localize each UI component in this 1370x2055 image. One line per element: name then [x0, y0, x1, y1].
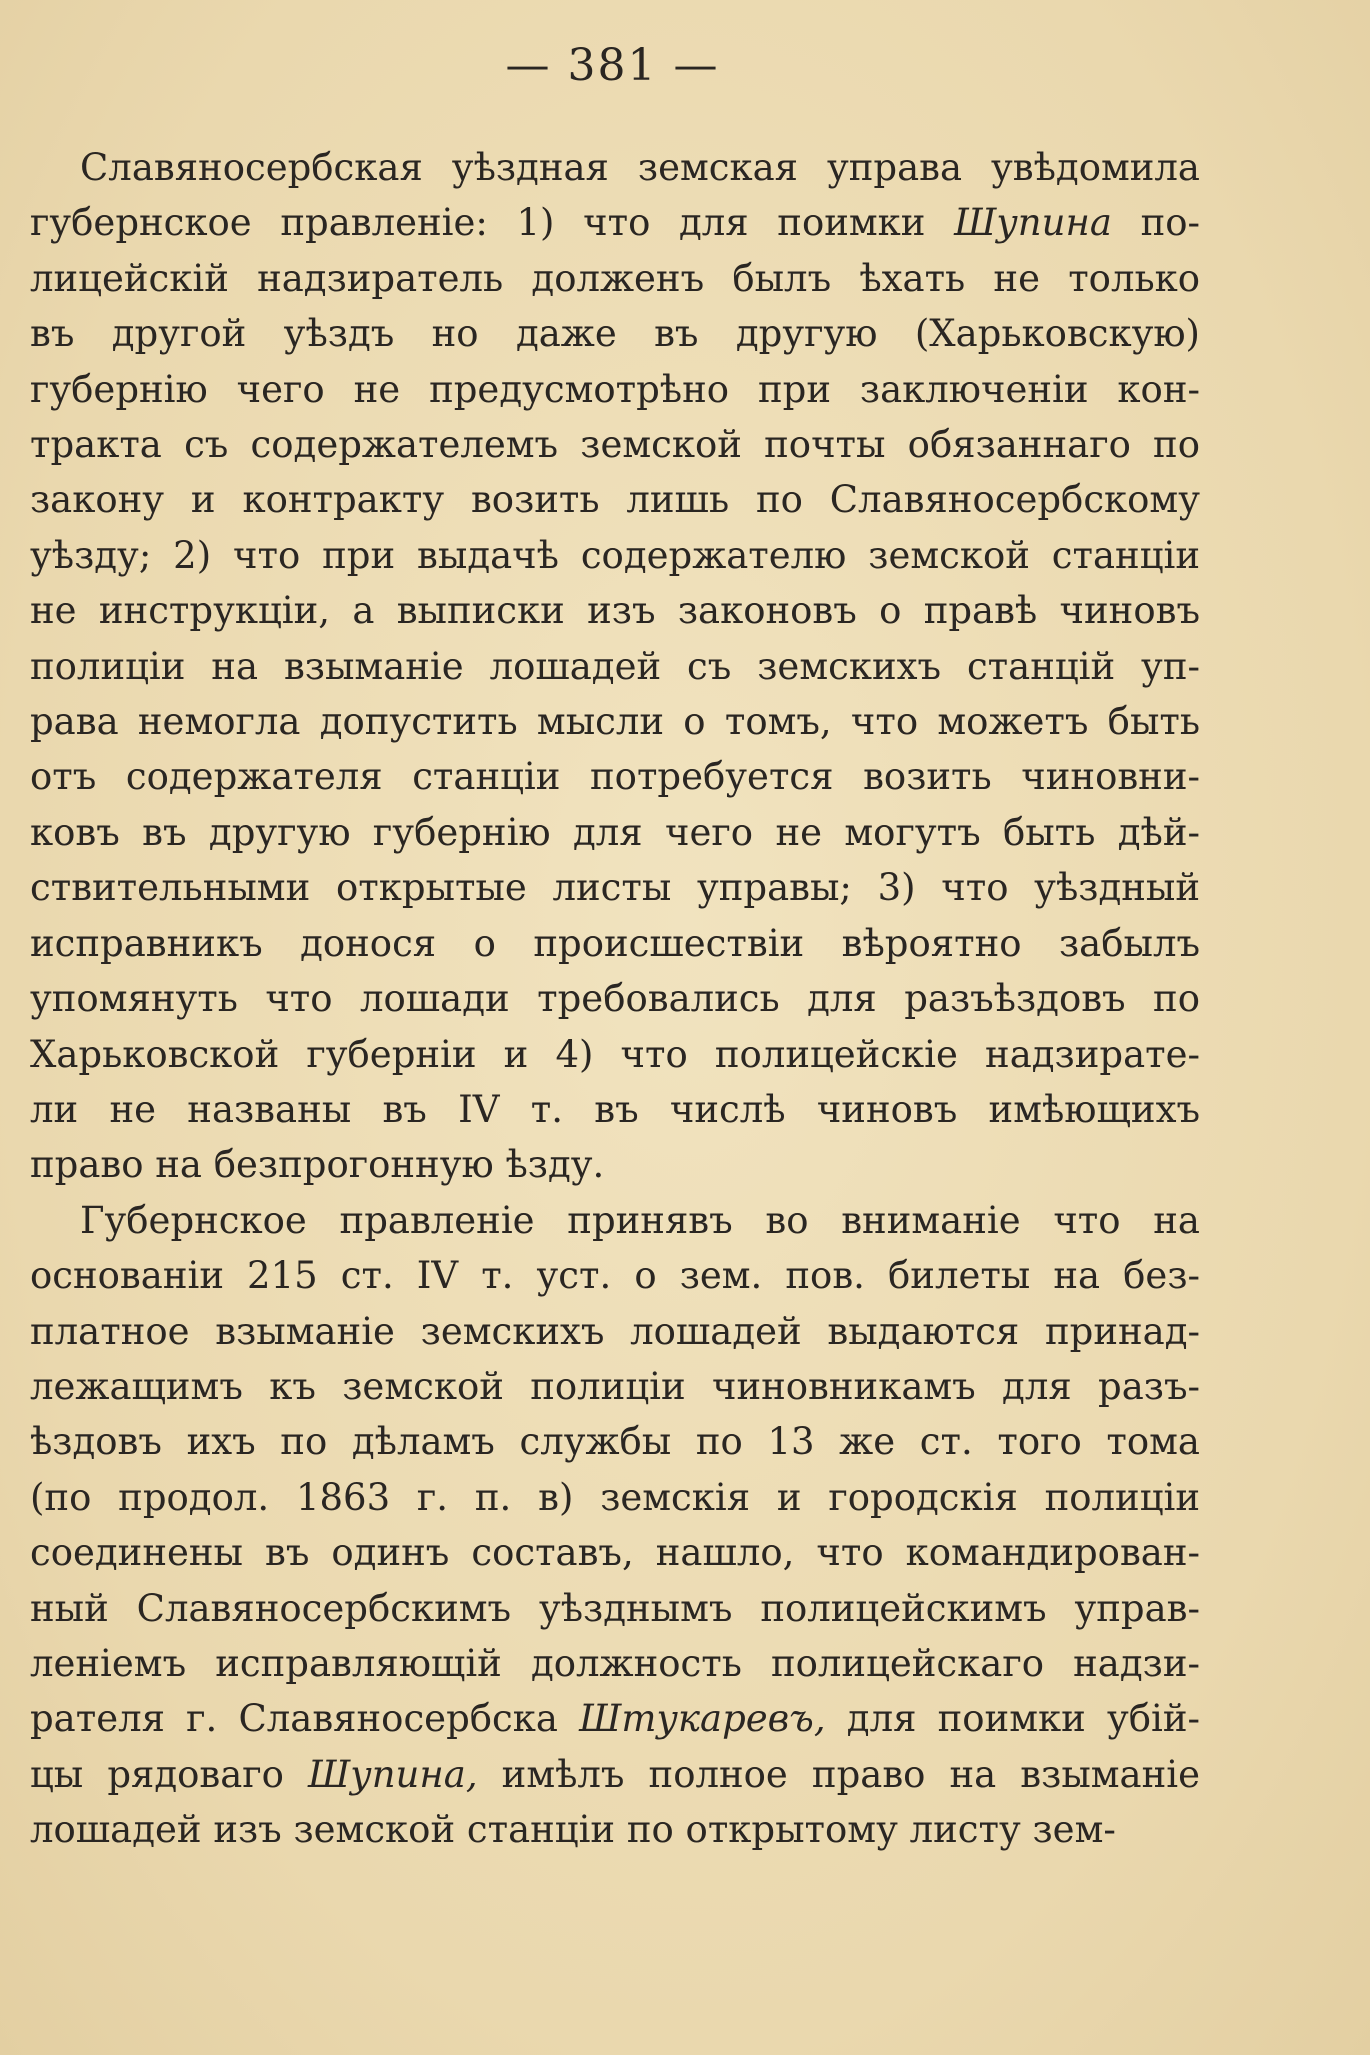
text-line — [30, 1414, 1200, 1469]
text-segment: закону и контракту возить лишь по Славяносербскому — [30, 478, 1200, 522]
text-line — [30, 1636, 1200, 1691]
text-segment: губернію чего не предусмотрѣно при заключеніи кон- — [30, 367, 1200, 411]
text-segment: цы рядоваго — [30, 1752, 309, 1796]
text-segment: лошадей изъ земской станціи по открытому листу зем- — [30, 1808, 1116, 1852]
text-line — [30, 251, 1200, 306]
text-line — [30, 694, 1200, 749]
text-line — [30, 1304, 1200, 1359]
text-segment: право на безпрогонную ѣзду. — [30, 1143, 605, 1187]
text-line — [30, 1137, 1200, 1192]
text-line — [30, 306, 1200, 361]
text-line — [30, 1359, 1200, 1414]
text-segment: платное взыманіе земскихъ лошадей выдаются принад- — [30, 1309, 1200, 1353]
text-segment: упомянуть что лошади требовались для разъѣздовъ по — [30, 977, 1200, 1021]
text-segment: леніемъ исправляющій должность полицейскаго надзи- — [30, 1641, 1200, 1685]
text-line — [30, 1027, 1200, 1082]
body-text — [30, 140, 1200, 1858]
text-segment: ный Славяносербскимъ уѣзднымъ полицейскимъ управ- — [30, 1586, 1200, 1630]
text-segment: ѣздовъ ихъ по дѣламъ службы по 13 же ст. того тома — [30, 1420, 1200, 1464]
text-line — [30, 1802, 1200, 1857]
text-segment: для поимки убій- — [825, 1697, 1200, 1741]
text-segment: по- — [1111, 201, 1201, 245]
person-name: Штукаревъ, — [579, 1697, 826, 1741]
text-line — [30, 1747, 1200, 1802]
text-line — [30, 916, 1200, 971]
text-line — [30, 417, 1200, 472]
text-line — [30, 472, 1200, 527]
text-segment: рателя г. Славяносербска — [30, 1697, 580, 1741]
text-line — [30, 528, 1200, 583]
text-line — [30, 971, 1200, 1026]
text-segment: Губернское правленіе принявъ во вниманіе что на — [80, 1198, 1200, 1242]
text-segment: соединены въ одинъ составъ, нашло, что командирован- — [30, 1531, 1200, 1575]
text-line — [30, 195, 1200, 250]
text-segment: уѣзду; 2) что при выдачѣ содержателю земской станціи — [30, 533, 1200, 577]
text-line — [30, 1581, 1200, 1636]
text-segment: исправникъ донося о происшествіи вѣроятно забылъ — [30, 921, 1200, 965]
text-segment: отъ содержателя станціи потребуется возить чиновни- — [30, 755, 1200, 799]
text-segment: полиціи на взыманіе лошадей съ земскихъ станцій уп- — [30, 644, 1200, 688]
text-segment: лежащимъ къ земской полиціи чиновникамъ для разъ- — [30, 1364, 1200, 1408]
paragraph — [30, 140, 1200, 1193]
text-line — [30, 860, 1200, 915]
text-line — [30, 1525, 1200, 1580]
text-segment: ли не названы въ IV т. въ числѣ чиновъ имѣющихъ — [30, 1087, 1200, 1131]
text-segment: лицейскій надзиратель долженъ былъ ѣхать не только — [30, 256, 1200, 300]
text-line — [30, 1470, 1200, 1525]
text-segment: не инструкціи, а выписки изъ законовъ о правѣ чиновъ — [30, 589, 1200, 633]
text-line — [30, 1193, 1200, 1248]
text-line — [30, 140, 1200, 195]
text-segment: ковъ въ другую губернію для чего не могутъ быть дѣй- — [30, 810, 1200, 854]
person-name: Шупина, — [308, 1752, 478, 1796]
text-line — [30, 749, 1200, 804]
text-segment: (по продол. 1863 г. п. в) земскія и городскія полиціи — [30, 1475, 1200, 1519]
text-line — [30, 1082, 1200, 1137]
paragraph — [30, 1193, 1200, 1858]
text-segment: ствительными открытые листы управы; 3) что уѣздный — [30, 866, 1200, 910]
text-segment: Харьковской губерніи и 4) что полицейскіе надзирате- — [30, 1032, 1200, 1076]
text-segment: тракта съ содержателемъ земской почты обязаннаго по — [30, 423, 1200, 467]
text-segment: основаніи 215 ст. IV т. уст. о зем. пов. билеты на без- — [30, 1254, 1200, 1298]
page-number: — 381 — — [505, 40, 720, 91]
text-line — [30, 1691, 1200, 1746]
text-segment: губернское правленіе: 1) что для поимки — [30, 201, 955, 245]
text-segment: Славяносербская уѣздная земская управа увѣдомила — [80, 146, 1200, 189]
person-name: Шупина — [954, 201, 1112, 245]
text-line — [30, 362, 1200, 417]
text-line — [30, 583, 1200, 638]
text-line — [30, 639, 1200, 694]
text-segment: въ другой уѣздъ но даже въ другую (Харьковскую) — [30, 312, 1200, 356]
text-line — [30, 805, 1200, 860]
text-line — [30, 1248, 1200, 1303]
text-segment: имѣлъ полное право на взыманіе — [477, 1752, 1200, 1796]
text-segment: рава немогла допустить мысли о томъ, что можетъ быть — [30, 700, 1200, 744]
